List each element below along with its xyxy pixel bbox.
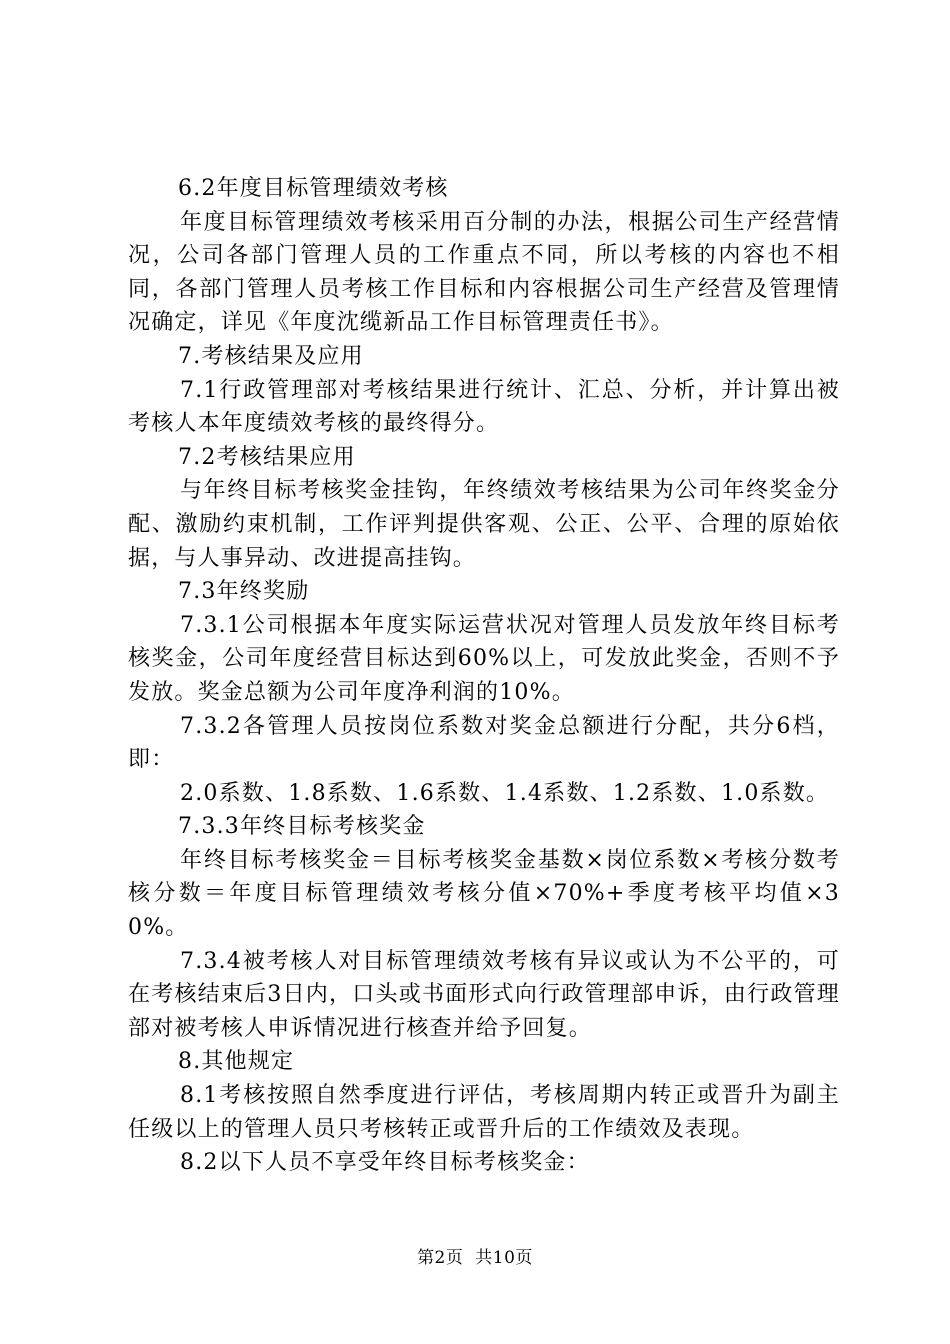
document-body	[128, 172, 840, 1180]
body-paragraph: 与年终目标考核奖金挂钩，年终绩效考核结果为公司年终奖金分配、激励约束机制，工作评判提供客观、公正、公平、合理的原始依据，与人事异动、改进提高挂钩。	[128, 478, 840, 571]
page-total: 共10页	[475, 1248, 533, 1268]
page-footer	[0, 1243, 950, 1268]
body-paragraph: 年终目标考核奖金＝目标考核奖金基数×岗位系数×考核分数考核分数＝年度目标管理绩效考核分值×70%+季度考核平均值×30%。	[128, 847, 840, 941]
section-heading-7-3-3: 7.3.3年终目标考核奖金	[178, 814, 426, 840]
page-number: 第2页	[417, 1248, 464, 1268]
body-paragraph: 7.3.1公司根据本年度实际运营状况对管理人员发放年终目标考核奖金，公司年度经营目标达到60%以上，可发放此奖金，否则不予发放。奖金总额为公司年度净利润的10%。	[128, 612, 840, 705]
body-paragraph: 8.1考核按照自然季度进行评估，考核周期内转正或晋升为副主任级以上的管理人员只考核转正或晋升后的工作绩效及表现。	[128, 1083, 840, 1142]
body-paragraph: 7.1行政管理部对考核结果进行统计、汇总、分析，并计算出被考核人本年度绩效考核的最终得分。	[128, 377, 840, 437]
section-heading-7-2: 7.2考核结果应用	[178, 444, 356, 470]
section-heading-8: 8.其他规定	[178, 1049, 295, 1075]
body-paragraph: 2.0系数、1.8系数、1.6系数、1.4系数、1.2系数、1.0系数。	[180, 780, 830, 806]
body-paragraph: 8.2以下人员不享受年终目标考核奖金：	[180, 1150, 590, 1176]
section-heading-7: 7.考核结果及应用	[178, 343, 364, 369]
body-paragraph: 年度目标管理绩效考核采用百分制的办法，根据公司生产经营情况，公司各部门管理人员的工作重点不同，所以考核的内容也不相同，各部门管理人员考核工作目标和内容根据公司生产经营及管理情况确定，详见《年度沈缆新品工作目标管理责任书》。	[128, 209, 840, 336]
section-heading-7-3: 7.3年终奖励	[178, 579, 310, 605]
body-paragraph: 7.3.4被考核人对目标管理绩效考核有异议或认为不公平的，可在考核结束后3日内，口头或书面形式向行政管理部申诉，由行政管理部对被考核人申诉情况进行核查并给予回复。	[128, 948, 840, 1041]
section-heading-6-2: 6.2年度目标管理绩效考核	[178, 176, 449, 201]
body-paragraph: 7.3.2各管理人员按岗位系数对奖金总额进行分配，共分6档，即：	[128, 713, 840, 773]
